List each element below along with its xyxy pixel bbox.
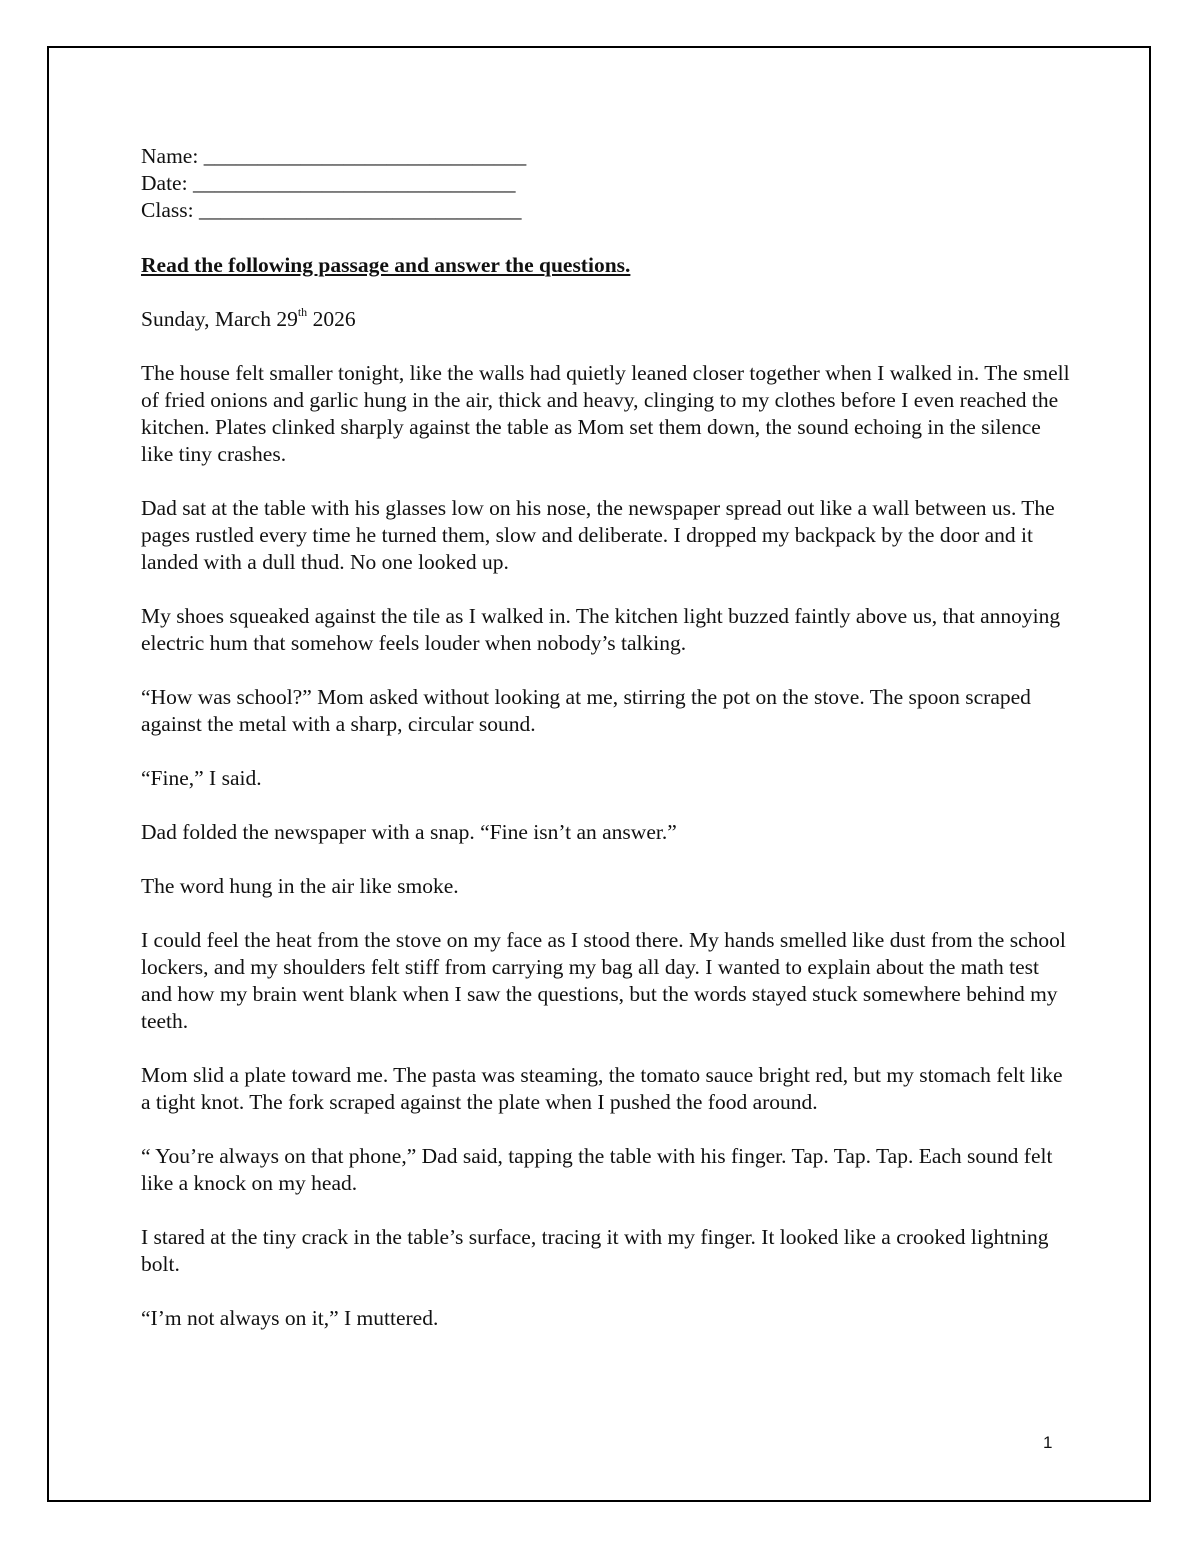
paragraph-10: “ You’re always on that phone,” Dad said, tapping the table with his finger. Tap. Tap. Tap. Each sound felt like a knock on my head. [141, 1144, 1053, 1195]
name-blank: ______________________________ [203, 144, 527, 168]
paragraph-11: I stared at the tiny crack in the table’s surface, tracing it with my finger. It looked like a crooked lightning bolt. [141, 1225, 1049, 1276]
paragraph-3: My shoes squeaked against the tile as I walked in. The kitchen light buzzed faintly above us, that annoying electric hum that somehow feels louder when nobody’s talking. [141, 604, 1061, 655]
paragraph-9: Mom slid a plate toward me. The pasta was steaming, the tomato sauce bright red, but my stomach felt like a tight knot. The fork scraped against the plate when I pushed the food around. [141, 1063, 1063, 1114]
paragraph-1: The house felt smaller tonight, like the walls had quietly leaned closer together when I walked in. The smell of fried onions and garlic hung in the air, thick and heavy, clinging to my clothes before I even reached the kitchen. Plates clinked sharply against the table as Mom set them down, the sound echoing in the silence like tiny crashes. [141, 361, 1070, 466]
date-field[interactable] [141, 170, 1071, 197]
date-year: 2026 [307, 307, 356, 331]
class-field[interactable] [141, 197, 1071, 224]
passage-date [141, 306, 1071, 333]
class-blank: ______________________________ [198, 198, 522, 222]
name-label: Name: [141, 144, 199, 168]
paragraph-5: “Fine,” I said. [141, 766, 262, 790]
paragraph-6: Dad folded the newspaper with a snap. “Fine isn’t an answer.” [141, 820, 677, 844]
page-number: 1 [1043, 1433, 1053, 1452]
date-label: Date: [141, 171, 188, 195]
paragraph-2: Dad sat at the table with his glasses low on his nose, the newspaper spread out like a wall between us. The pages rustled every time he turned them, slow and deliberate. I dropped my backpack by the door and it landed with a dull thud. No one looked up. [141, 496, 1055, 574]
paragraph-12: “I’m not always on it,” I muttered. [141, 1306, 439, 1330]
date-ordinal-suffix: th [297, 304, 308, 319]
paragraph-8: I could feel the heat from the stove on my face as I stood there. My hands smelled like dust from the school lockers, and my shoulders felt stiff from carrying my bag all day. I wanted to explain about the math test and how my brain went blank when I saw the questions, but the words stayed stuck somewhere behind my teeth. [141, 928, 1066, 1033]
paragraph-4: “How was school?” Mom asked without looking at me, stirring the pot on the stove. The spoon scraped against the metal with a sharp, circular sound. [141, 685, 1031, 736]
class-label: Class: [141, 198, 194, 222]
worksheet-content [141, 143, 1071, 1332]
instruction-heading: Read the following passage and answer the questions. [141, 253, 631, 277]
paragraph-7: The word hung in the air like smoke. [141, 874, 459, 898]
date-prefix: Sunday, March 29 [141, 307, 298, 331]
date-blank: ______________________________ [192, 171, 516, 195]
name-field[interactable] [141, 143, 1071, 170]
